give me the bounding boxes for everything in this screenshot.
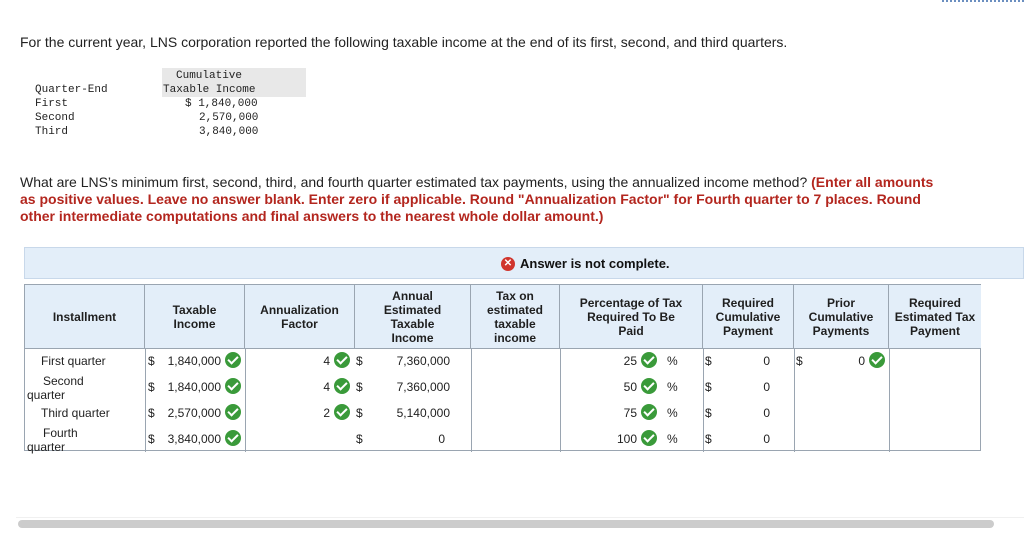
check-icon xyxy=(641,352,657,368)
percent-symbol: % xyxy=(667,380,678,394)
quarter-income: 2,570,000 xyxy=(199,112,259,124)
header-required-estimated: Required Estimated Tax Payment xyxy=(889,285,981,349)
percentage-input[interactable]: 100 xyxy=(616,432,637,446)
answer-status-banner xyxy=(24,247,1024,279)
currency-symbol: $ xyxy=(705,432,712,446)
currency-symbol: $ xyxy=(148,406,155,420)
installment-label xyxy=(27,374,145,402)
prior-cumulative-input[interactable]: 0 xyxy=(858,354,865,368)
cumulative-header: Cumulative xyxy=(176,70,243,82)
horizontal-scrollbar[interactable] xyxy=(18,520,994,528)
taxable-income-input[interactable]: 1,840,000 xyxy=(167,380,221,394)
installment-label-line2: quarter xyxy=(27,440,66,454)
installment-label-line2: quarter xyxy=(27,388,66,402)
intro-text: For the current year, LNS corporation reported the following taxable income at the end of its first, second, and third quarters. xyxy=(20,34,788,50)
annual-income-input[interactable]: 0 xyxy=(438,432,445,446)
percent-symbol: % xyxy=(667,406,678,420)
percentage-input[interactable]: 50 xyxy=(623,380,637,394)
answer-status-text: Answer is not complete. xyxy=(520,256,670,271)
check-icon xyxy=(225,352,241,368)
header-required-cumulative: Required Cumulative Payment xyxy=(703,285,794,349)
taxable-income-input[interactable]: 3,840,000 xyxy=(167,432,221,446)
question-instructions: (Enter all amounts as positive values. Leave no answer blank. Enter zero if applicable. Round "Annualization Factor" for Fourth quarter to 7 places. Round other intermediate computations and final answers to the nearest whole dollar amount.) xyxy=(20,174,934,224)
percentage-input[interactable]: 75 xyxy=(623,406,637,420)
taxable-income-header: Taxable Income xyxy=(163,84,256,96)
currency-symbol: $ xyxy=(705,406,712,420)
header-annual-estimated-income: Annual Estimated Taxable Income xyxy=(355,285,471,349)
currency-symbol: $ xyxy=(356,432,363,446)
installment-label-line1: Fourth xyxy=(43,426,78,440)
installment-label: First quarter xyxy=(41,354,106,368)
quarter-income: $ 1,840,000 xyxy=(185,98,258,110)
quarter-label: Third xyxy=(35,126,69,138)
table-row xyxy=(25,401,982,427)
check-icon xyxy=(334,352,350,368)
header-annualization-factor: Annualization Factor xyxy=(245,285,355,349)
header-percentage-required: Percentage of Tax Required To Be Paid xyxy=(560,285,703,349)
currency-symbol: $ xyxy=(148,380,155,394)
check-icon xyxy=(869,352,885,368)
currency-symbol: $ xyxy=(356,354,363,368)
quarter-income: 3,840,000 xyxy=(199,126,259,138)
currency-symbol: $ xyxy=(356,406,363,420)
percent-symbol: % xyxy=(667,432,678,446)
annualization-factor-input[interactable]: 4 xyxy=(323,354,330,368)
check-icon xyxy=(225,404,241,420)
annual-income-input[interactable]: 5,140,000 xyxy=(396,406,450,420)
currency-symbol: $ xyxy=(705,354,712,368)
check-icon xyxy=(641,404,657,420)
header-taxable-income: Taxable Income xyxy=(145,285,245,349)
quarter-end-header: Quarter-End xyxy=(35,84,108,96)
table-row xyxy=(25,349,982,375)
check-icon xyxy=(334,404,350,420)
tax-payment-table xyxy=(24,284,981,454)
percent-symbol: % xyxy=(667,354,678,368)
question-body: What are LNS’s minimum first, second, third, and fourth quarter estimated tax payments, using the annualized income method? xyxy=(20,174,812,190)
currency-symbol: $ xyxy=(705,380,712,394)
answer-status xyxy=(501,256,670,271)
annual-income-input[interactable]: 7,360,000 xyxy=(396,380,450,394)
header-prior-cumulative: Prior Cumulative Payments xyxy=(794,285,889,349)
taxable-income-input[interactable]: 1,840,000 xyxy=(167,354,221,368)
x-circle-icon: ✕ xyxy=(501,257,515,271)
question-text xyxy=(20,174,940,225)
quarter-label: First xyxy=(35,98,69,110)
quarter-label: Second xyxy=(35,112,75,124)
installment-label-line1: Second xyxy=(43,374,84,388)
check-icon xyxy=(641,430,657,446)
required-cumulative-input[interactable]: 0 xyxy=(763,380,770,394)
currency-symbol: $ xyxy=(148,354,155,368)
top-dotted-line xyxy=(942,0,1024,2)
percentage-input[interactable]: 25 xyxy=(623,354,637,368)
required-cumulative-input[interactable]: 0 xyxy=(763,354,770,368)
currency-symbol: $ xyxy=(356,380,363,394)
installment-label xyxy=(27,426,145,454)
taxable-income-input[interactable]: 2,570,000 xyxy=(167,406,221,420)
annualization-factor-input[interactable]: 4 xyxy=(323,380,330,394)
check-icon xyxy=(225,378,241,394)
required-cumulative-input[interactable]: 0 xyxy=(763,432,770,446)
check-icon xyxy=(225,430,241,446)
annualization-factor-input[interactable]: 2 xyxy=(323,406,330,420)
header-installment: Installment xyxy=(25,285,145,349)
check-icon xyxy=(641,378,657,394)
header-tax-on-estimated: Tax on estimated taxable income xyxy=(471,285,560,349)
check-icon xyxy=(334,378,350,394)
currency-symbol: $ xyxy=(148,432,155,446)
annual-income-input[interactable]: 7,360,000 xyxy=(396,354,450,368)
required-cumulative-input[interactable]: 0 xyxy=(763,406,770,420)
installment-label: Third quarter xyxy=(41,406,110,420)
table-row xyxy=(25,427,982,453)
table-row xyxy=(25,375,982,401)
currency-symbol: $ xyxy=(796,354,803,368)
